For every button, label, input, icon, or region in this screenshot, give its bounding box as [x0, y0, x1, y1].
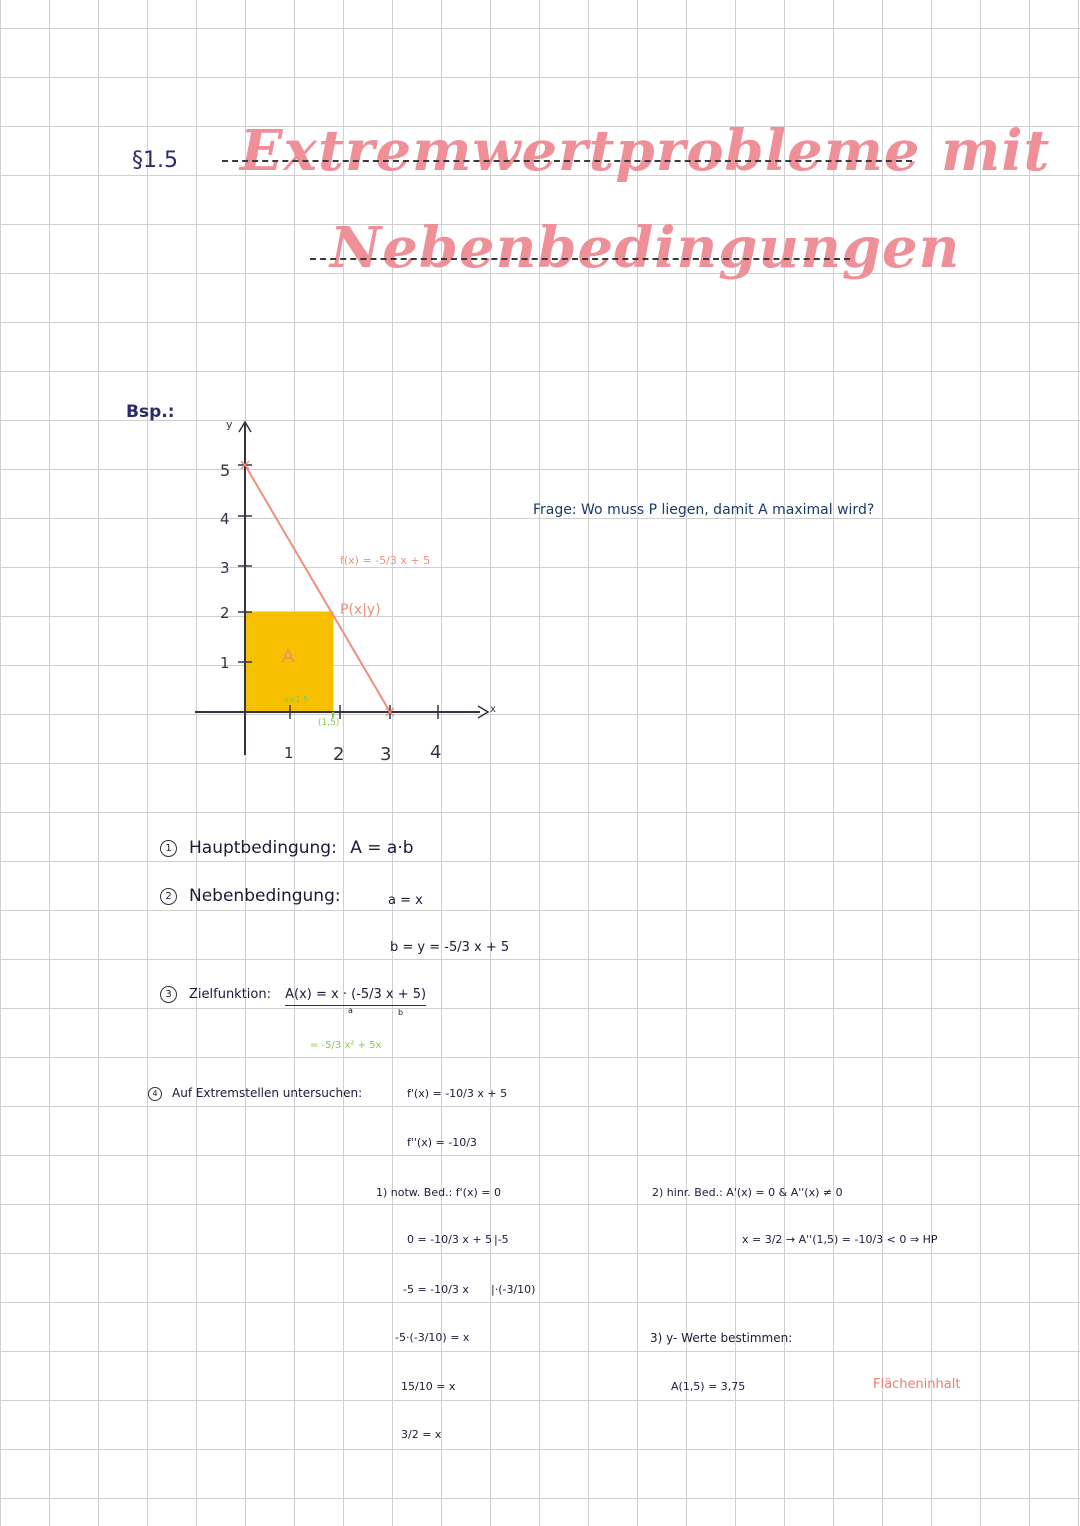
x-axis-label: x	[490, 704, 496, 715]
x-marker-coordinate: (1,5)	[318, 718, 340, 728]
y-tick-label-4: 4	[220, 510, 230, 528]
step-number-3: 3	[160, 986, 177, 1003]
target-function-a-marker: a	[348, 1006, 353, 1015]
step-side-condition	[160, 886, 341, 906]
title-underline-2	[310, 258, 850, 260]
step-extrema	[148, 1086, 362, 1101]
y-values-result: A(1,5) = 3,75	[671, 1380, 746, 1393]
side-condition-b: b = y = -5/3 x + 5	[390, 940, 510, 955]
necessary-line-3: -5·(-3/10) = x	[395, 1331, 470, 1344]
necessary-line-4: 15/10 = x	[401, 1380, 456, 1393]
necessary-line-5: 3/2 = x	[401, 1428, 442, 1441]
y-tick-label-1: 1	[220, 654, 230, 672]
section-number: §1.5	[132, 148, 178, 173]
step-number-4: 4	[148, 1087, 162, 1101]
example-label: Bsp.:	[126, 402, 175, 422]
step-target-function	[160, 986, 426, 1003]
page-title-line2: Nebenbedingungen	[330, 215, 961, 281]
y-tick-label-5: 5	[220, 461, 231, 480]
y-values-title: 3) y- Werte bestimmen:	[650, 1331, 793, 1345]
y-tick-label-3: 3	[220, 559, 230, 577]
coordinate-graph	[180, 400, 520, 780]
title-underline-1	[222, 160, 912, 162]
x-tick-label-4: 4	[430, 742, 442, 763]
step-main-condition	[160, 838, 414, 858]
function-label: f(x) = -5/3 x + 5	[340, 554, 431, 567]
main-condition-label: Hauptbedingung:	[189, 838, 337, 858]
x-tick-label-1: 1	[284, 744, 294, 762]
sufficient-condition-title: 2) hinr. Bed.: A'(x) = 0 & A''(x) ≠ 0	[652, 1186, 843, 1199]
target-function-simplified: = -5/3 x² + 5x	[310, 1040, 382, 1051]
sufficient-condition-line: x = 3/2 → A''(1,5) = -10/3 < 0 ⇒ HP	[742, 1233, 938, 1246]
first-derivative: f'(x) = -10/3 x + 5	[407, 1087, 508, 1100]
necessary-line-1: 0 = -10/3 x + 5	[407, 1233, 493, 1246]
side-condition-a: a = x	[388, 893, 423, 908]
y-axis-label: y	[226, 418, 233, 431]
second-derivative: f''(x) = -10/3	[407, 1136, 477, 1149]
page-title-line1: Extremwertprobleme mit	[240, 118, 1051, 184]
y-tick-label-2: 2	[220, 604, 230, 622]
x-tick-label-2: 2	[333, 744, 345, 765]
necessary-line-1-operation: |-5	[494, 1233, 509, 1246]
step-number-1: 1	[160, 840, 177, 857]
side-condition-label: Nebenbedingung:	[189, 886, 341, 906]
target-function-b-marker: b	[398, 1008, 404, 1017]
x-marker-label: x=1,5	[284, 695, 309, 704]
question-text: Frage: Wo muss P liegen, damit A maximal wird?	[533, 502, 875, 518]
necessary-line-2: -5 = -10/3 x	[403, 1283, 469, 1296]
target-function-label: Zielfunktion:	[189, 987, 271, 1002]
main-condition-value: A = a·b	[350, 838, 414, 858]
necessary-condition-title: 1) notw. Bed.: f'(x) = 0	[376, 1186, 501, 1199]
area-note: Flächeninhalt	[873, 1377, 961, 1392]
target-function-value: A(x) = x · (-5/3 x + 5)	[285, 987, 426, 1006]
extrema-label: Auf Extremstellen untersuchen:	[172, 1086, 363, 1100]
necessary-line-2-operation: |·(-3/10)	[491, 1283, 536, 1296]
x-tick-label-3: 3	[380, 744, 392, 765]
area-label: A	[282, 646, 295, 667]
step-number-2: 2	[160, 888, 177, 905]
point-label: P(x|y)	[340, 602, 381, 618]
